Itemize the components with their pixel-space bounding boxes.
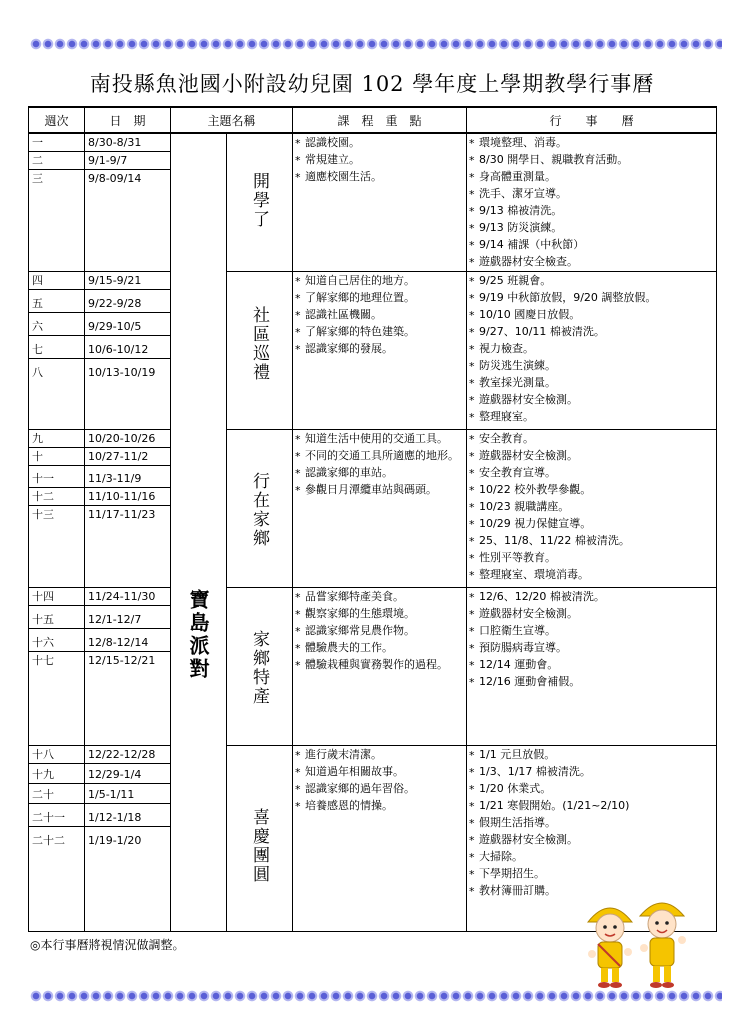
focus-cell xyxy=(293,587,467,745)
bottom-decorative-border xyxy=(30,990,722,1002)
header-events: 行 事 曆 xyxy=(467,107,717,133)
week-cell xyxy=(29,745,85,931)
focus-item: * 培養感恩的情操。 xyxy=(293,797,466,814)
event-item: * 性別平等教育。 xyxy=(467,549,716,566)
child-right-figure xyxy=(640,903,686,988)
focus-cell xyxy=(293,745,467,931)
week-cell xyxy=(29,271,85,429)
week-label: 五 xyxy=(29,295,84,313)
main-theme-cell xyxy=(171,133,227,931)
focus-item: * 知道自己居住的地方。 xyxy=(293,272,466,289)
event-item: * 口腔衛生宣導。 xyxy=(467,622,716,639)
event-item: * 10/23 親職講座。 xyxy=(467,498,716,515)
event-item: * 12/14 運動會。 xyxy=(467,656,716,673)
week-label: 十四 xyxy=(29,588,84,606)
schedule-table xyxy=(28,106,717,932)
event-item: * 安全教育宣導。 xyxy=(467,464,716,481)
event-item: * 1/21 寒假開始。(1/21~2/10) xyxy=(467,797,716,814)
main-theme: 寶島派對 xyxy=(186,588,210,681)
event-item: * 環境整理、消毒。 xyxy=(467,134,716,151)
week-label: 二十 xyxy=(29,786,84,804)
focus-item: * 認識校園。 xyxy=(293,134,466,151)
week-label: 二十一 xyxy=(29,809,84,827)
child-left-figure xyxy=(588,908,632,988)
date-label: 9/29-10/5 xyxy=(85,318,170,336)
week-label: 一 xyxy=(29,134,84,152)
focus-item: * 體驗栽種與實務製作的過程。 xyxy=(293,656,466,673)
unit-name: 開學了 xyxy=(249,172,269,229)
event-item: * 9/13 棉被清洗。 xyxy=(467,202,716,219)
week-cell xyxy=(29,429,85,587)
children-illustration xyxy=(582,892,694,994)
event-item: * 9/14 補課（中秋節） xyxy=(467,236,716,253)
unit-name-cell xyxy=(227,429,293,587)
date-cell xyxy=(85,745,171,931)
event-item: * 洗手、潔牙宣導。 xyxy=(467,185,716,202)
focus-item: * 常規建立。 xyxy=(293,151,466,168)
date-cell xyxy=(85,271,171,429)
focus-item: * 品嘗家鄉特產美食。 xyxy=(293,588,466,605)
unit-name-cell xyxy=(227,587,293,745)
week-label: 二十二 xyxy=(32,833,65,847)
date-label: 9/15-9/21 xyxy=(85,272,170,290)
focus-cell xyxy=(293,429,467,587)
unit-name: 家鄉特產 xyxy=(249,629,269,706)
focus-item: * 不同的交通工具所適應的地形。 xyxy=(293,447,466,464)
event-item: * 遊戲器材安全檢測。 xyxy=(467,447,716,464)
event-item: * 8/30 開學日、親職教育活動。 xyxy=(467,151,716,168)
table-row xyxy=(29,587,717,745)
date-label: 12/22-12/28 xyxy=(85,746,170,764)
event-item: * 預防腸病毒宣導。 xyxy=(467,639,716,656)
event-item: * 9/13 防災演練。 xyxy=(467,219,716,236)
date-label: 8/30-8/31 xyxy=(85,134,170,152)
date-label: 9/1-9/7 xyxy=(85,152,170,170)
focus-item: * 認識家鄉的過年習俗。 xyxy=(293,780,466,797)
focus-item: * 認識家鄉的車站。 xyxy=(293,464,466,481)
focus-item: * 了解家鄉的特色建築。 xyxy=(293,323,466,340)
events-cell xyxy=(467,271,717,429)
week-label: 九 xyxy=(29,430,84,448)
header-theme: 主題名稱 xyxy=(171,107,293,133)
header-focus: 課 程 重 點 xyxy=(293,107,467,133)
table-row xyxy=(29,133,717,271)
date-label: 12/15-12/21 xyxy=(88,653,156,667)
date-label: 12/1-12/7 xyxy=(85,611,170,629)
event-item: * 9/25 班親會。 xyxy=(467,272,716,289)
event-item: * 防災逃生演練。 xyxy=(467,357,716,374)
date-label: 11/10-11/16 xyxy=(85,488,170,506)
date-cell xyxy=(85,133,171,271)
event-item: * 整理寢室、環境消毒。 xyxy=(467,566,716,583)
events-cell xyxy=(467,429,717,587)
week-label: 十二 xyxy=(29,488,84,506)
date-label: 10/20-10/26 xyxy=(85,430,170,448)
date-label: 1/12-1/18 xyxy=(85,809,170,827)
focus-item: * 知道過年相關故事。 xyxy=(293,763,466,780)
table-row xyxy=(29,429,717,587)
date-label: 12/29-1/4 xyxy=(85,766,170,784)
event-item: * 教材簿冊訂購。 xyxy=(467,882,716,899)
week-label: 十三 xyxy=(32,507,54,521)
focus-cell xyxy=(293,133,467,271)
date-label: 9/22-9/28 xyxy=(85,295,170,313)
focus-item: * 進行歲末清潔。 xyxy=(293,746,466,763)
week-label: 十一 xyxy=(29,470,84,488)
date-label: 11/24-11/30 xyxy=(85,588,170,606)
event-item: * 10/22 校外教學參觀。 xyxy=(467,481,716,498)
unit-name: 社區巡禮 xyxy=(249,305,269,382)
date-label: 12/8-12/14 xyxy=(85,634,170,652)
top-decorative-border xyxy=(30,38,722,50)
footer-note: ◎本行事曆將視情況做調整。 xyxy=(30,938,185,952)
event-item: * 教室採光測量。 xyxy=(467,374,716,391)
header-date: 日 期 xyxy=(85,107,171,133)
event-item: * 12/6、12/20 棉被清洗。 xyxy=(467,588,716,605)
unit-name-cell xyxy=(227,133,293,271)
date-label: 1/19-1/20 xyxy=(88,833,142,847)
date-label: 10/27-11/2 xyxy=(85,448,170,466)
event-item: * 視力檢查。 xyxy=(467,340,716,357)
focus-item: * 認識家鄉常見農作物。 xyxy=(293,622,466,639)
week-label: 三 xyxy=(32,172,43,185)
date-label: 1/5-1/11 xyxy=(85,786,170,804)
date-label: 10/13-10/19 xyxy=(88,365,156,379)
date-label: 11/3-11/9 xyxy=(85,470,170,488)
event-item: * 25、11/8、11/22 棉被清洗。 xyxy=(467,532,716,549)
focus-item: * 認識家鄉的發展。 xyxy=(293,340,466,357)
header-week: 週次 xyxy=(29,107,85,133)
date-label: 10/6-10/12 xyxy=(85,341,170,359)
week-label: 二 xyxy=(29,152,84,170)
event-item: * 身高體重測量。 xyxy=(467,168,716,185)
event-item: * 假期生活指導。 xyxy=(467,814,716,831)
event-item: * 9/27、10/11 棉被清洗。 xyxy=(467,323,716,340)
event-item: * 1/1 元旦放假。 xyxy=(467,746,716,763)
week-cell xyxy=(29,587,85,745)
focus-item: * 認識社區機關。 xyxy=(293,306,466,323)
unit-name: 行在家鄉 xyxy=(249,471,269,548)
event-item: * 遊戲器材安全檢測。 xyxy=(467,391,716,408)
week-label: 四 xyxy=(29,272,84,290)
unit-name-cell xyxy=(227,745,293,931)
focus-item: * 了解家鄉的地理位置。 xyxy=(293,289,466,306)
date-label: 11/17-11/23 xyxy=(88,507,156,521)
focus-item: * 參觀日月潭纜車站與碼頭。 xyxy=(293,481,466,498)
date-label: 9/8-09/14 xyxy=(88,172,142,185)
date-cell xyxy=(85,429,171,587)
event-item: * 遊戲器材安全檢查。 xyxy=(467,253,716,270)
event-item: * 遊戲器材安全檢測。 xyxy=(467,831,716,848)
event-item: * 1/3、1/17 棉被清洗。 xyxy=(467,763,716,780)
event-item: * 12/16 運動會補假。 xyxy=(467,673,716,690)
unit-name-cell xyxy=(227,271,293,429)
focus-item: * 知道生活中使用的交通工具。 xyxy=(293,430,466,447)
focus-item: * 適應校園生活。 xyxy=(293,168,466,185)
week-label: 十六 xyxy=(29,634,84,652)
event-item: * 10/29 視力保健宣導。 xyxy=(467,515,716,532)
week-label: 十九 xyxy=(29,766,84,784)
week-cell xyxy=(29,133,85,271)
event-item: * 9/19 中秋節放假，9/20 調整放假。 xyxy=(467,289,716,306)
table-row xyxy=(29,271,717,429)
week-label: 七 xyxy=(29,341,84,359)
event-item: * 10/10 國慶日放假。 xyxy=(467,306,716,323)
event-item: * 整理寢室。 xyxy=(467,408,716,425)
event-item: * 大掃除。 xyxy=(467,848,716,865)
page-title: 南投縣魚池國小附設幼兒園 102 學年度上學期教學行事曆 xyxy=(89,72,655,96)
date-cell xyxy=(85,587,171,745)
events-cell xyxy=(467,587,717,745)
event-item: * 下學期招生。 xyxy=(467,865,716,882)
event-item: * 安全教育。 xyxy=(467,430,716,447)
week-label: 十八 xyxy=(29,746,84,764)
week-label: 十 xyxy=(29,448,84,466)
events-cell xyxy=(467,133,717,271)
focus-cell xyxy=(293,271,467,429)
table-header-row xyxy=(29,107,717,133)
focus-item: * 體驗農夫的工作。 xyxy=(293,639,466,656)
unit-name: 喜慶團圓 xyxy=(249,807,269,884)
event-item: * 1/20 休業式。 xyxy=(467,780,716,797)
week-label: 十五 xyxy=(29,611,84,629)
week-label: 八 xyxy=(32,365,43,379)
week-label: 六 xyxy=(29,318,84,336)
week-label: 十七 xyxy=(32,653,54,667)
focus-item: * 觀察家鄉的生態環境。 xyxy=(293,605,466,622)
event-item: * 遊戲器材安全檢測。 xyxy=(467,605,716,622)
